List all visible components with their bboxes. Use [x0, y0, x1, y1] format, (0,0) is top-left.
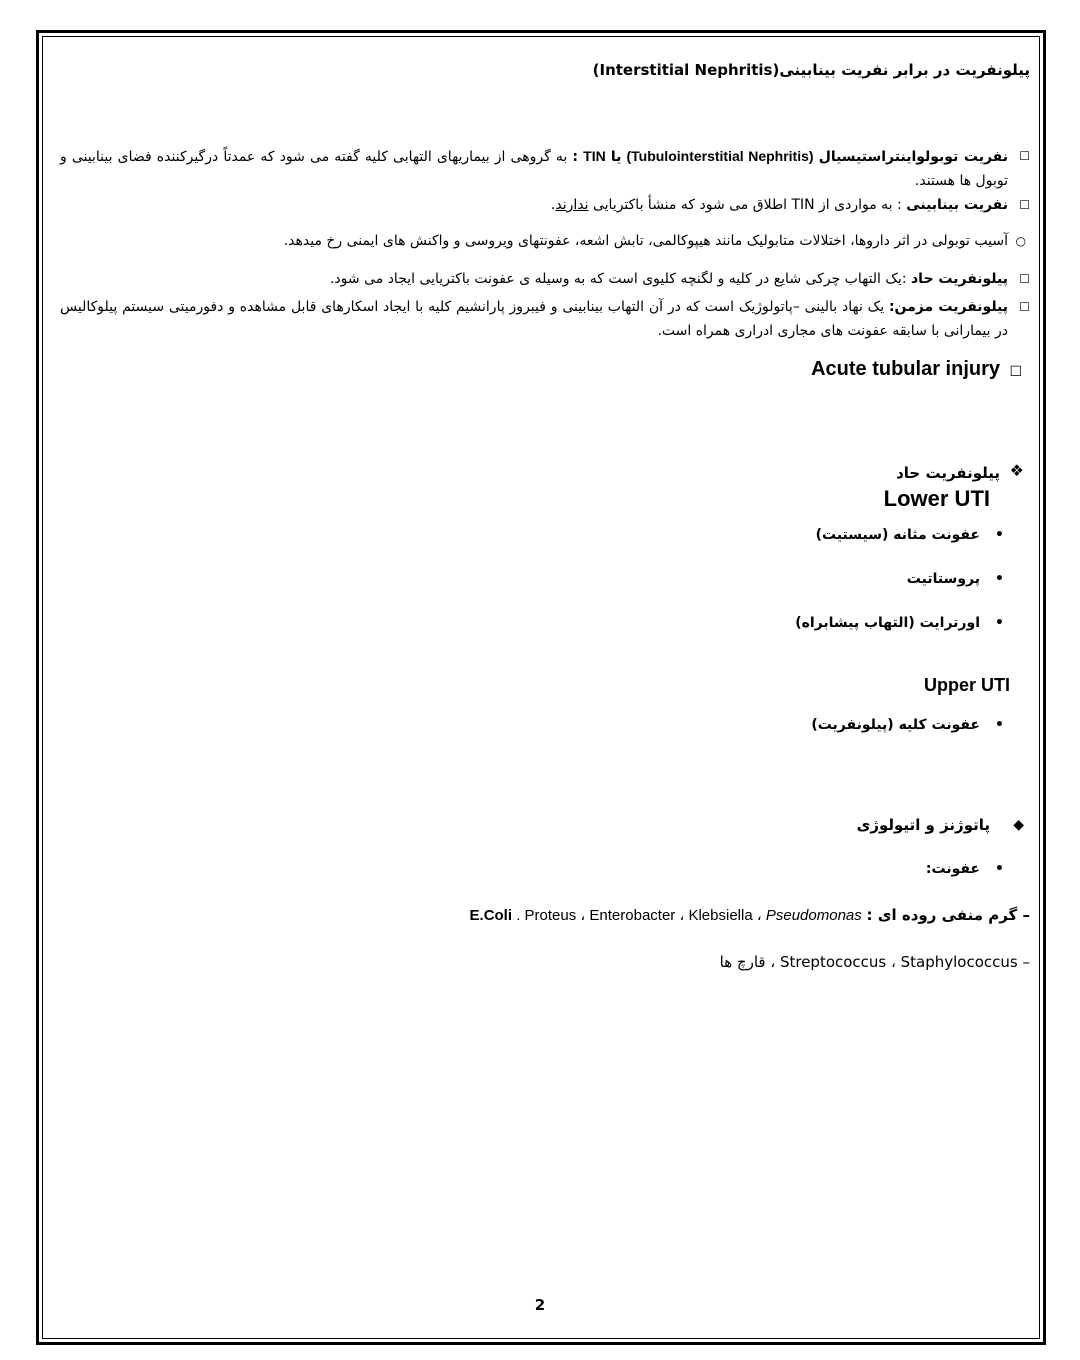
- gram-positive-line: – Streptococcus ، Staphylococcus ، قارچ ها: [719, 953, 1030, 971]
- gram-neg-organisms: [470, 907, 862, 924]
- definition-list: [60, 144, 1030, 217]
- gram-neg-middle: . Proteus ، Enterobacter ، Klebsiella ،: [516, 907, 766, 924]
- bullet-dot-icon: •: [995, 861, 1004, 877]
- pyelo-definition-list: [60, 267, 1030, 343]
- four-diamond-bullet-icon: ❖: [1009, 461, 1024, 480]
- tin-ya: یا: [610, 149, 622, 165]
- interstitial-term: نفریت بینابینی: [906, 197, 1008, 213]
- lower-uti-heading: Lower UTI: [883, 486, 990, 511]
- bullet-dot-icon: •: [995, 717, 1004, 733]
- upper-uti-heading: Upper UTI: [923, 675, 1010, 695]
- acute-tubular-injury: [60, 357, 1030, 381]
- bullet-dot-icon: •: [995, 527, 1004, 543]
- title-fa: پیلونفریت در برابر نفریت بینابینی: [779, 61, 1030, 79]
- checkbox-square-icon: ☐: [1019, 272, 1030, 286]
- chronic-pyelo-text: یک نهاد بالینی –پاتولوژیک است که در آن التهاب بینابینی و فیبروز پارانشیم کلیه با ایجاد اسکارهای قابل مشاهده و دفورمیتی سیستم پیلوکالیس در بیمارانی با سابقه عفونت های مجاری ادراری همراه است.: [60, 299, 1008, 339]
- definition-interstitial: [60, 193, 1030, 217]
- interstitial-underlined: ندارند: [555, 197, 589, 213]
- circle-bullet-icon: ○: [1015, 234, 1026, 248]
- page-title: [60, 58, 1030, 82]
- section-acute-heading: [60, 461, 1030, 485]
- bullet-dot-icon: •: [995, 615, 1004, 631]
- checkbox-square-icon: ☐: [1019, 198, 1030, 212]
- section-acute-heading-text: پیلونفریت حاد: [896, 464, 1000, 482]
- lower-uti-item: • پروستاتیت: [60, 567, 1030, 591]
- lower-uti-item: • عفونت مثانه (سیستیت): [60, 523, 1030, 547]
- interstitial-text: : به مواردی از TIN اطلاق می شود که منشأ باکتریایی: [592, 197, 902, 213]
- tin-colon: :: [572, 149, 579, 165]
- acute-tubular-text: Acute tubular injury: [811, 358, 1000, 380]
- acute-pyelo-text: :یک التهاب چرکی شایع در کلیه و لگنچه کلیوی است که به وسیله ی عفونت باکتریایی ایجاد می شود.: [329, 271, 907, 287]
- gram-neg-label: – گرم منفی روده ای :: [866, 906, 1030, 924]
- checkbox-square-icon: ☐: [1009, 363, 1022, 379]
- sub-note: [60, 229, 1030, 253]
- definition-acute-pyelo: [60, 267, 1030, 291]
- lower-uti-item: • اورترایت (التهاب پیشابراه): [60, 611, 1030, 635]
- definition-tin: [60, 144, 1030, 193]
- gram-negative-line: [60, 903, 1030, 928]
- chronic-pyelo-term: پیلونفریت مزمن:: [888, 299, 1009, 315]
- tin-abbr: TIN: [583, 148, 606, 164]
- checkbox-square-icon: ☐: [1019, 300, 1030, 314]
- document-body: [60, 58, 1030, 974]
- title-en: (Interstitial Nephritis): [592, 61, 780, 79]
- diamond-bullet-icon: ◆: [1013, 817, 1024, 833]
- pseudomonas: Pseudomonas: [765, 907, 862, 924]
- tin-text: به گروهی از بیماریهای التهابی کلیه گفته می شود که عمدتاً درگیرکننده فضای بینابینی و توبول ها هستند.: [60, 149, 1008, 189]
- sub-note-text: آسیب توبولی در اثر داروها، اختلالات متابولیک مانند هیپوکالمی، تابش اشعه، عفونتهای ویروسی و واکنش های ایمنی رخ میدهد.: [283, 233, 1008, 249]
- section-path-heading: [60, 813, 1030, 837]
- checkbox-square-icon: ☐: [1019, 149, 1030, 163]
- tin-term: نفریت توبولواینتراستیسیال: [818, 149, 1009, 165]
- acute-pyelo-term: پیلونفریت حاد: [911, 271, 1008, 287]
- definition-chronic-pyelo: [60, 295, 1030, 343]
- section-path-heading-text: پاتوژنز و اتیولوژی: [856, 816, 990, 834]
- bullet-dot-icon: •: [995, 571, 1004, 587]
- tin-en-term: (Tubulointerstitial Nephritis): [626, 148, 814, 164]
- ecoli: E.Coli: [469, 907, 513, 924]
- interstitial-end: .: [550, 197, 556, 213]
- page-number: 2: [534, 1296, 546, 1314]
- upper-uti-item: • عفونت کلیه (پیلونفریت): [60, 713, 1030, 737]
- infection-item: • عفونت:: [60, 857, 1030, 881]
